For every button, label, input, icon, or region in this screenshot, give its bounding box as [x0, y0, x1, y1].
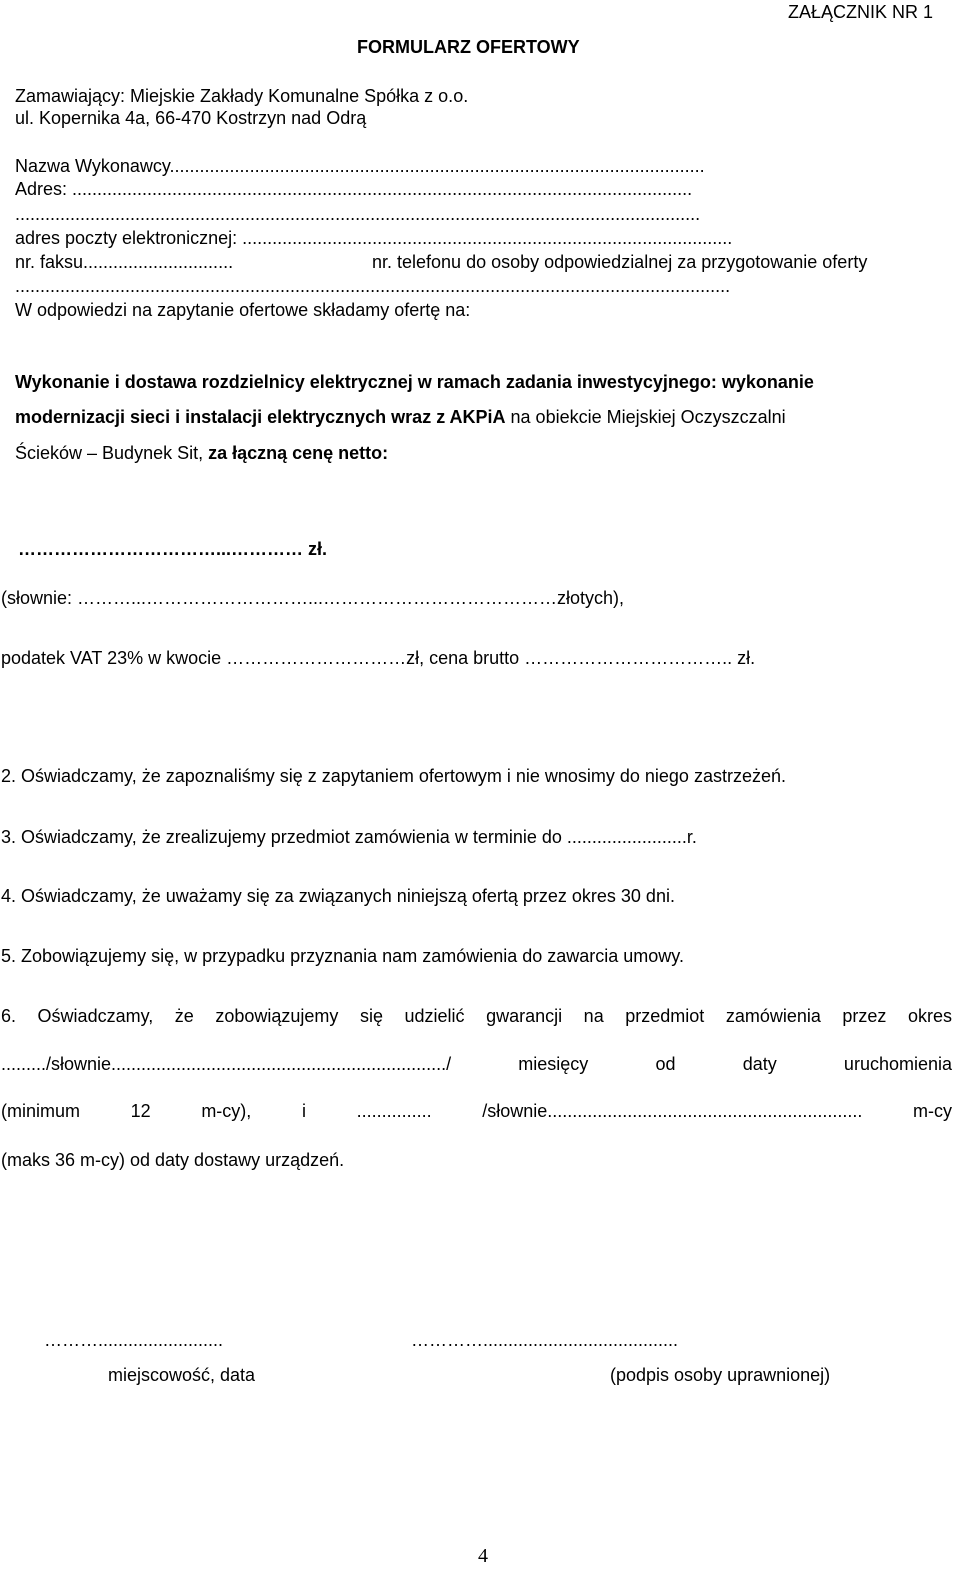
signature-label: (podpis osoby uprawnionej) [610, 1365, 831, 1385]
vat-gross-field: podatek VAT 23% w kwocie …………………………zł, cena brutto …………………………….. zł. [1, 648, 756, 668]
attachment-label: ZAŁĄCZNIK NR 1 [788, 2, 934, 22]
subject-line-3-start: Ścieków – Budynek Sit, [15, 443, 209, 463]
subject-line-1: Wykonanie i dostawa rozdzielnicy elektrycznej w ramach zadania inwestycyjnego: wykonanie [15, 372, 814, 392]
price-in-words-field: (słownie: ………...………………………...…………………………………złotych), [1, 588, 625, 608]
declaration-item-2: 2. Oświadczamy, że zapoznaliśmy się z zapytaniem ofertowym i nie wnosimy do niego zastrzeżeń. [1, 766, 786, 786]
contractor-email-field: adres poczty elektronicznej: .................................................................................................. [15, 228, 733, 248]
contractor-name-field: Nazwa Wykonawcy........................................................................................................... [15, 156, 705, 176]
declaration-item-6-line-2: ........./słownie.................................................................../ miesięcy od daty uruchomienia [1, 1054, 952, 1074]
subject-line-3 [15, 442, 388, 464]
contractor-fax-field: nr. faksu.............................. [15, 252, 234, 272]
declaration-item-6-line-3: (minimum 12 m-cy), i ............... /słownie............................................................... m-cy [1, 1101, 952, 1121]
declaration-item-3: 3. Oświadczamy, że zrealizujemy przedmiot zamówienia w terminie do ........................r. [1, 827, 697, 847]
subject-line-2-rest: na obiekcie Miejskiej Oczyszczalni [505, 407, 786, 427]
place-date-dots: ………......................... [44, 1330, 224, 1350]
net-price-field: ……………………………...………… zł. [18, 539, 328, 559]
declaration-item-6-line-1: 6. Oświadczamy, że zobowiązujemy się udzielić gwarancji na przedmiot zamówienia przez okres [1, 1006, 952, 1026]
declaration-item-5: 5. Zobowiązujemy się, w przypadku przyznania nam zamówienia do zawarcia umowy. [1, 946, 684, 966]
contractor-phone-field: nr. telefonu do osoby odpowiedzialnej za przygotowanie oferty [372, 252, 868, 272]
contractor-phone-continued: ............................................................................................................................................... [15, 276, 731, 296]
contractor-address-field: Adres: ............................................................................................................................ [15, 179, 693, 199]
declaration-item-4: 4. Oświadczamy, że uważamy się za związanych niniejszą ofertą przez okres 30 dni. [1, 886, 675, 906]
declaration-item-6-line-4: (maks 36 m-cy) od daty dostawy urządzeń. [1, 1150, 345, 1170]
subject-line-2 [15, 406, 786, 428]
subject-line-3-bold: za łączną cenę netto: [208, 443, 389, 463]
signature-dots: …………....................................... [411, 1330, 679, 1350]
subject-line-2-bold: modernizacji sieci i instalacji elektrycznych wraz z AKPiA [15, 407, 506, 427]
page-number: 4 [478, 1545, 488, 1567]
client-line-2: ul. Kopernika 4a, 66-470 Kostrzyn nad Odrą [15, 108, 367, 128]
offer-intro: W odpowiedzi na zapytanie ofertowe składamy ofertę na: [15, 300, 471, 320]
contractor-address-continued: ......................................................................................................................................... [15, 204, 701, 224]
form-title: FORMULARZ OFERTOWY [357, 37, 580, 57]
place-date-label: miejscowość, data [108, 1365, 256, 1385]
client-line-1: Zamawiający: Miejskie Zakłady Komunalne Spółka z o.o. [15, 86, 469, 106]
